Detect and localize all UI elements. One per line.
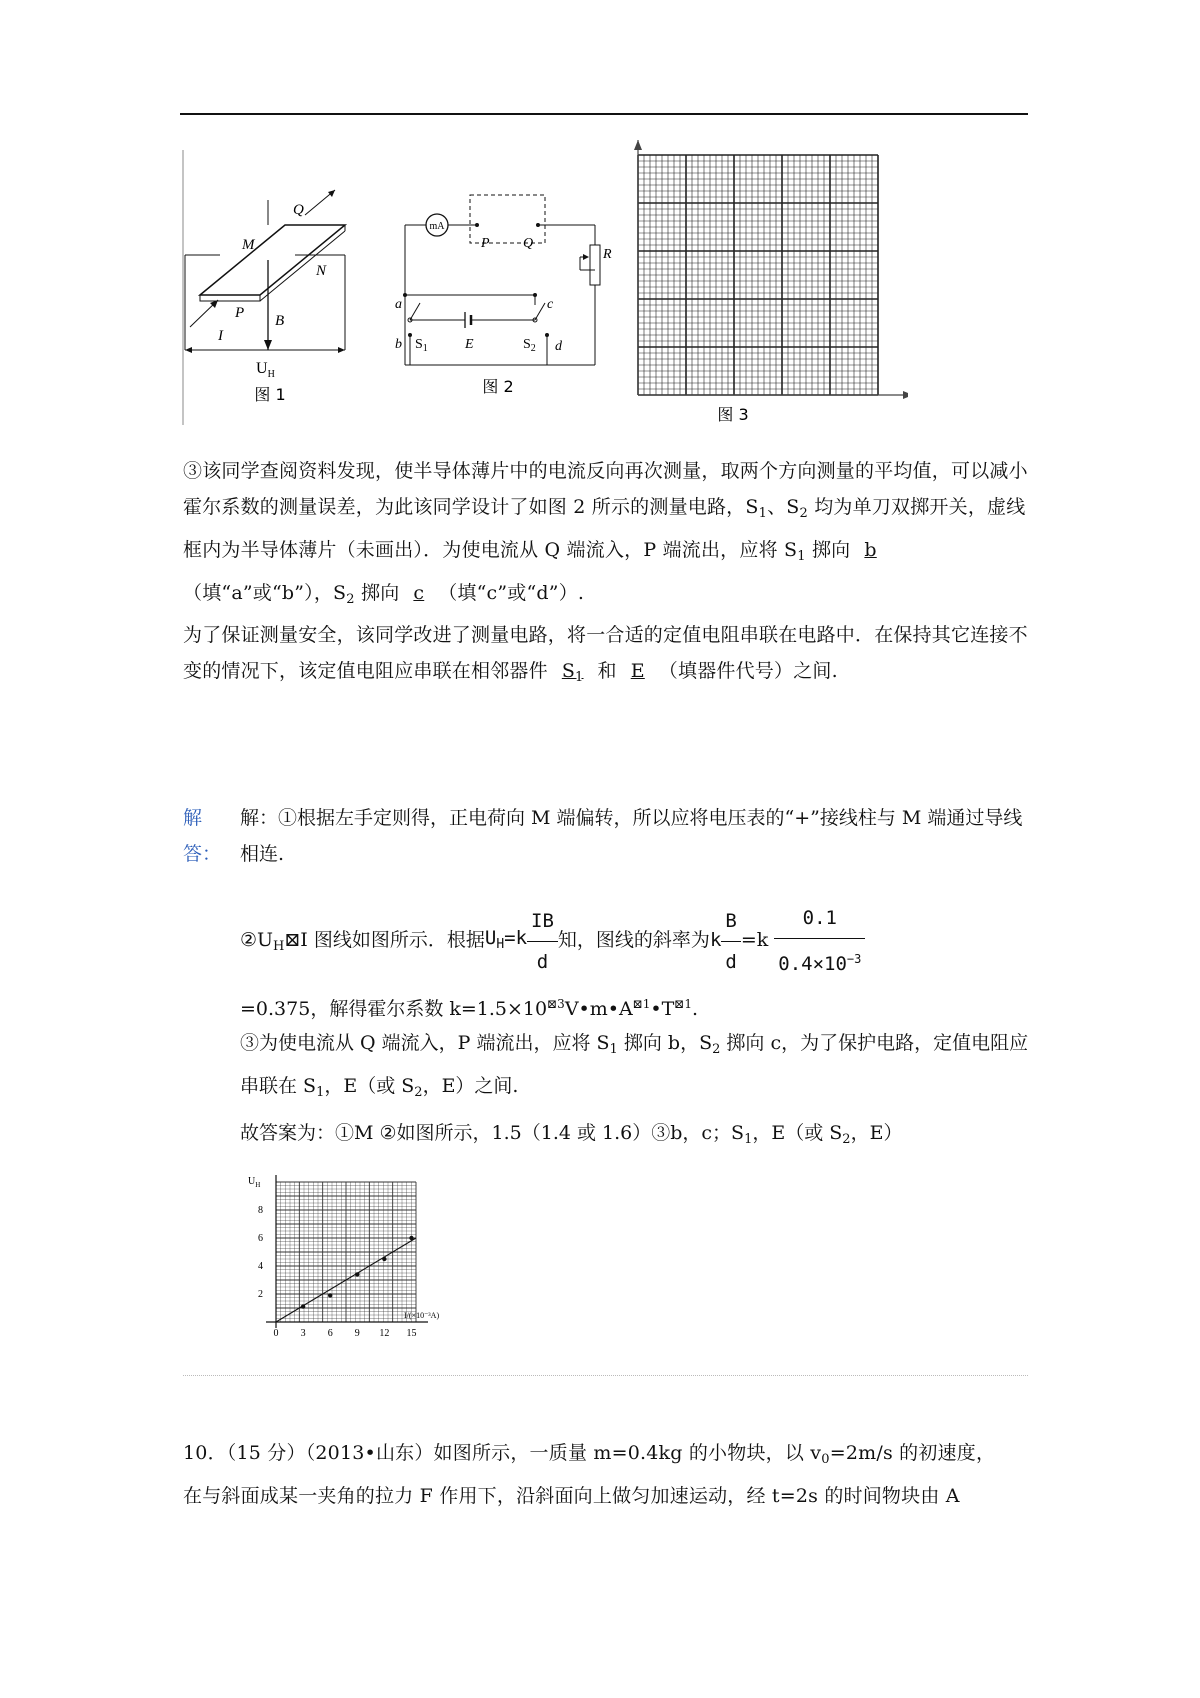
label-p: P — [481, 236, 490, 251]
section-divider — [183, 1375, 1028, 1376]
answer-component-1: $S_1$ — [561, 660, 584, 685]
solution-label: 解答： — [183, 807, 222, 865]
chart-x-label: I/(×10⁻³A) — [404, 1311, 440, 1320]
label-q: Q — [293, 202, 304, 218]
data-point — [301, 1304, 305, 1308]
answer-component-2: E — [630, 660, 645, 682]
label-a: a — [395, 297, 402, 312]
figure-3-caption: 图 3 — [717, 405, 749, 424]
figure-3 — [618, 140, 908, 430]
figure-1-caption: 图 1 — [254, 385, 286, 404]
x-tick-label: 12 — [379, 1328, 390, 1339]
label-d: d — [555, 339, 562, 354]
data-point — [328, 1293, 332, 1297]
y-tick-label: 2 — [258, 1289, 263, 1300]
label-q: Q — [523, 236, 534, 251]
figure-2-caption: 图 2 — [482, 377, 514, 396]
label-n: N — [316, 263, 327, 279]
x-tick-label: 0 — [273, 1328, 279, 1339]
label-r: R — [603, 247, 612, 262]
label-s1: $S_1$ — [415, 337, 428, 354]
label-s2: $S_2$ — [523, 337, 536, 354]
question-10: 10．（15 分）（2013•山东）如图所示，一质量 m=0.4kg 的小物块，以 $v_0=2m/s$ 的初速度， 在与斜面成某一夹角的拉力 F 作用下，沿斜面向上做匀加速运动，经 t=2s 的时间物块由 A — [183, 1442, 996, 1507]
label-b: B — [275, 313, 285, 329]
figure-1 — [180, 145, 360, 425]
x-tick-label: 9 — [354, 1328, 360, 1339]
fraction-ib-d: $\frac{IB}{d}$ — [527, 901, 558, 982]
data-point — [382, 1257, 386, 1261]
fraction-b-d: $\frac{B}{d}$ — [721, 901, 740, 982]
label-uh: $U_H$ — [256, 360, 275, 380]
data-point — [409, 1236, 413, 1240]
data-point — [355, 1272, 359, 1276]
solution-step-1: 解：①根据左手定则得，正电荷向 M 端偏转，所以应将电压表的“+”接线柱与 M 端通过导线相连. — [240, 807, 1023, 865]
label-b: b — [395, 337, 402, 352]
solution-step-3: ③为使电流从 Q 端流入，P 端流出，应将 $S_1$ 掷向 b，$S_2$ 掷向 c，为了保护电路，定值电阻应串联在 $S_1$，E（或 $S_2$，E）之间. — [240, 1032, 1029, 1100]
x-tick-label: 3 — [300, 1328, 306, 1339]
solution-step-2: $②U_H⊠I$ 图线如图所示．根据$U_H=k$ $\frac{IB}{d}$ 知，图线的斜率为k $\frac{B}{d}$ =k $\frac{0.1}{0.4\times 10^{-3}}$ =0.375，解得霍尔系数 $k=1.5\times 10^{⊠3}V•m•A^{⊠1}•T^{⊠1}$. — [240, 898, 1030, 1029]
ammeter-label: mA — [429, 221, 445, 232]
label-c: c — [547, 297, 554, 312]
answer-s1: b — [864, 539, 877, 561]
y-tick-label: 8 — [258, 1205, 263, 1216]
uh-i-chart — [238, 1170, 478, 1350]
x-tick-label: 6 — [327, 1328, 333, 1339]
y-tick-label: 6 — [258, 1233, 263, 1244]
label-p: P — [235, 305, 245, 321]
fraction-slope: $\frac{0.1}{0.4\times 10^{-3}}$ — [774, 898, 865, 984]
question-part-3: ③该同学查阅资料发现，使半导体薄片中的电流反向再次测量，取两个方向测量的平均值，可以减小霍尔系数的测量误差，为此该同学设计了如图 2 所示的测量电路，$S_1$、$S_2$ 均为单刀双掷开关，虚线框内为半导体薄片（未画出）．为使电流从 Q 端流入，P 端流出，应将 $S_1$ 掷向 b（填“a”或“b”），$S_2$ 掷向 c （填“c”或“d”）. — [183, 460, 1028, 607]
label-m: M — [242, 237, 255, 253]
answer-s2: c — [413, 582, 425, 604]
x-tick-label: 15 — [406, 1328, 417, 1339]
y-tick-label: 4 — [258, 1261, 263, 1272]
question-part-3b: 为了保证测量安全，该同学改进了测量电路，将一合适的定值电阻串联在电路中．在保持其它连接不变的情况下，该定值电阻应串联在相邻器件 $S_1$ 和 E （填器件代号）之间. — [183, 624, 1028, 685]
figure-2 — [395, 185, 615, 400]
label-i: I — [218, 328, 223, 344]
chart-y-label: $U_H$ — [248, 1176, 261, 1189]
header-rule — [180, 113, 1028, 115]
label-e: E — [465, 337, 474, 352]
solution-final-answer: 故答案为：①M ②如图所示，1.5（1.4 或 1.6）③b，c；$S_1$，E（或 $S_2$，E） — [240, 1122, 903, 1147]
